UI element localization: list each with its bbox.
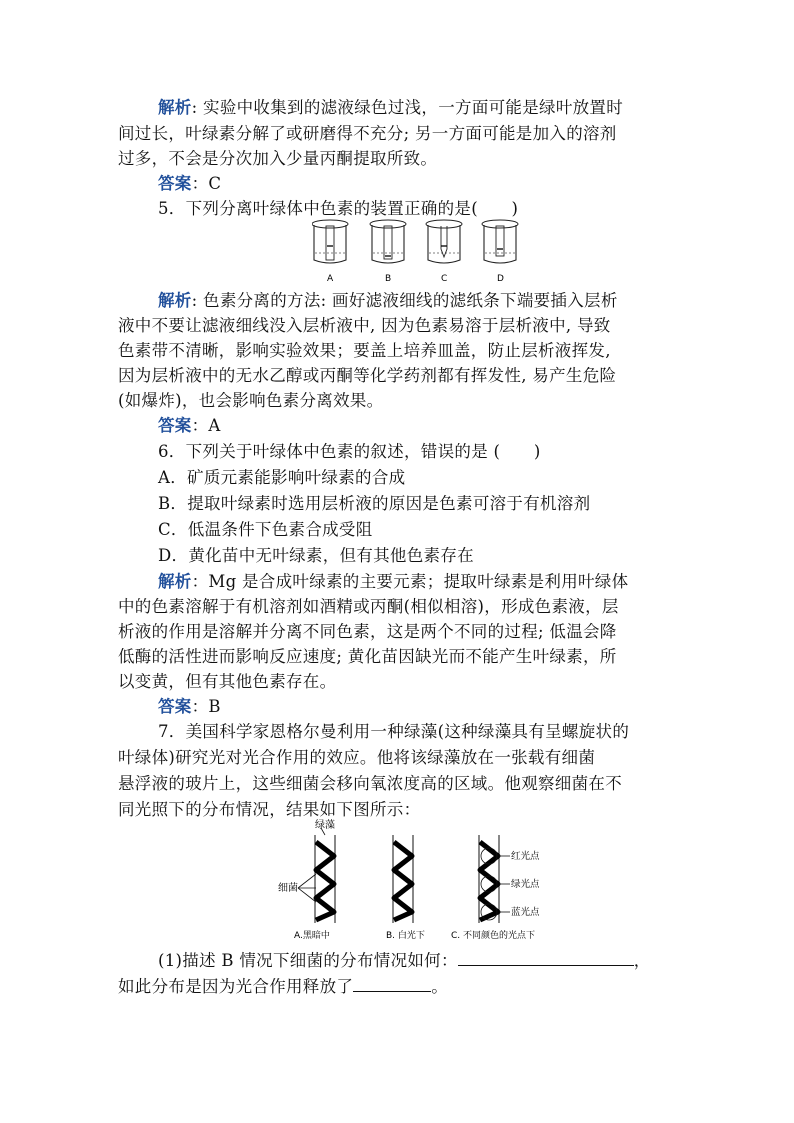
beaker-b-body	[372, 225, 404, 263]
answer-label: 答案	[158, 416, 192, 435]
algae-c-chloroplast	[480, 842, 498, 920]
q7-sub1-comma: ，	[633, 951, 651, 970]
caption-a: A.黑暗中	[294, 931, 330, 941]
analysis-text: ：Mg 是合成叶绿素的主要元素；提取叶绿素是利用叶绿体	[191, 572, 629, 591]
beaker-b-label: B	[385, 274, 392, 284]
beaker-a-label: A	[327, 274, 334, 284]
q5-analysis-line-3: 色素带不清晰，影响实验效果；要盖上培养皿盖，防止层析液挥发,	[118, 341, 611, 360]
q6-analysis-line-5: 以变黄，但有其他色素存在。	[118, 672, 337, 691]
answer-label: 答案	[158, 174, 192, 193]
analysis-text: : 实验中收集到的滤液绿色过浅，一方面可能是绿叶放置时	[191, 98, 624, 117]
analysis-label: 解析	[158, 572, 192, 591]
analysis-label: 解析	[158, 291, 192, 310]
algae-a-chloroplast	[316, 842, 334, 920]
beaker-d-body	[484, 225, 516, 263]
beaker-apparatus-figure	[312, 216, 532, 286]
q6-option-d: D．黄化苗中无叶绿素，但有其他色素存在	[158, 546, 474, 565]
q7-sub1-period: 。	[431, 977, 449, 996]
q7-sub1-line-1	[158, 948, 698, 974]
beaker-group	[312, 220, 518, 284]
q6-analysis-line-4: 低酶的活性进而影响反应速度; 黄化苗因缺光而不能产生叶绿素，所	[118, 647, 617, 666]
q7-line-3: 悬浮液的玻片上，这些细菌会移向氧浓度高的区域。他观察细菌在不	[118, 774, 622, 793]
analysis-label: 解析	[158, 98, 192, 117]
red-spot-label: 红光点	[511, 851, 540, 862]
answer-label: 答案	[158, 697, 192, 716]
bacteria-pointer-3	[298, 888, 316, 902]
q5-analysis-line-2: 液中不要让滤液细线没入层析液中, 因为色素易溶于层析液中, 导致	[118, 316, 611, 335]
caption-c: C. 不同颜色的光点下	[451, 931, 536, 941]
q6-answer-line	[158, 694, 678, 720]
q5-stem: 5．下列分离叶绿体中色素的装置正确的是( )	[158, 199, 519, 218]
q7-line-1: 7．美国科学家恩格尔曼利用一种绿藻(这种绿藻具有呈螺旋状的	[158, 722, 630, 741]
q4-answer-line	[158, 171, 678, 197]
blue-spot-label: 蓝光点	[511, 907, 540, 918]
caption-b: B. 白光下	[386, 931, 425, 941]
q6-analysis-line-3: 析液的作用是溶解并分离不同色素，这是两个不同的过程; 低温会降	[118, 622, 617, 641]
q5-analysis-line-1	[158, 288, 678, 314]
beaker-c-filter-paper	[441, 226, 447, 257]
q4-analysis-line-1	[158, 95, 678, 121]
beaker-a-body	[314, 225, 346, 263]
answer-text: ：B	[191, 697, 221, 716]
q5-analysis-line-5: (如爆炸)，也会影响色素分离效果。	[118, 391, 384, 410]
algae-bacteria-figure	[278, 818, 558, 943]
answer-text: ：C	[191, 174, 222, 193]
q7-sub1-line-2	[118, 974, 678, 1000]
q5-analysis-line-4: 因为层析液中的无水乙醇或丙酮等化学药剂都有挥发性, 易产生危险	[118, 366, 617, 385]
q5-answer-line	[158, 413, 678, 439]
q6-option-c: C．低温条件下色素合成受阻	[158, 520, 373, 539]
q6-option-a: A．矿质元素能影响叶绿素的合成	[158, 468, 406, 487]
beaker-b-lid	[370, 220, 406, 228]
beaker-d-filter-paper	[496, 226, 504, 256]
algae-label: 绿藻	[315, 820, 335, 831]
q4-analysis-line-2: 间过长，叶绿素分解了或研磨得不充分; 另一方面可能是加入的溶剂	[118, 124, 617, 143]
q6-analysis-line-2: 中的色素溶解于有机溶剂如酒精或丙酮(相似相溶)，形成色素液，层	[118, 597, 619, 616]
answer-text: ：A	[191, 416, 221, 435]
q7-sub1-text: (1)描述 B 情况下细菌的分布情况如何：	[158, 951, 458, 970]
beaker-b-filter-paper	[384, 226, 392, 259]
beaker-a-filter-paper	[326, 226, 334, 260]
beaker-c-label: C	[441, 274, 448, 284]
beaker-d-label: D	[497, 274, 504, 284]
q6-analysis-line-1	[158, 569, 678, 595]
answer-blank-2[interactable]	[353, 975, 431, 992]
algae-b-chloroplast	[394, 842, 412, 920]
bacteria-pointer-1	[298, 874, 316, 888]
q7-line-4: 同光照下的分布情况，结果如下图所示：	[118, 800, 421, 819]
analysis-text: : 色素分离的方法: 画好滤液细线的滤纸条下端要插入层析	[191, 291, 618, 310]
beaker-c-lid	[426, 220, 462, 228]
answer-blank-1[interactable]	[458, 949, 634, 966]
q7-line-2: 叶绿体)研究光对光合作用的效应。他将该绿藻放在一张载有细菌	[118, 748, 596, 767]
q7-sub1-text-2: 如此分布是因为光合作用释放了	[118, 977, 354, 996]
green-spot-label: 绿光点	[511, 879, 540, 890]
beaker-d-lid	[482, 220, 518, 228]
q6-stem: 6．下列关于叶绿体中色素的叙述，错误的是 ( )	[158, 442, 541, 461]
bacteria-label: 细菌	[278, 883, 298, 894]
q4-analysis-line-3: 过多，不会是分次加入少量丙酮提取所致。	[118, 149, 438, 168]
q6-option-b: B．提取叶绿素时选用层析液的原因是色素可溶于有机溶剂	[158, 494, 591, 513]
beaker-a-lid	[312, 220, 348, 228]
